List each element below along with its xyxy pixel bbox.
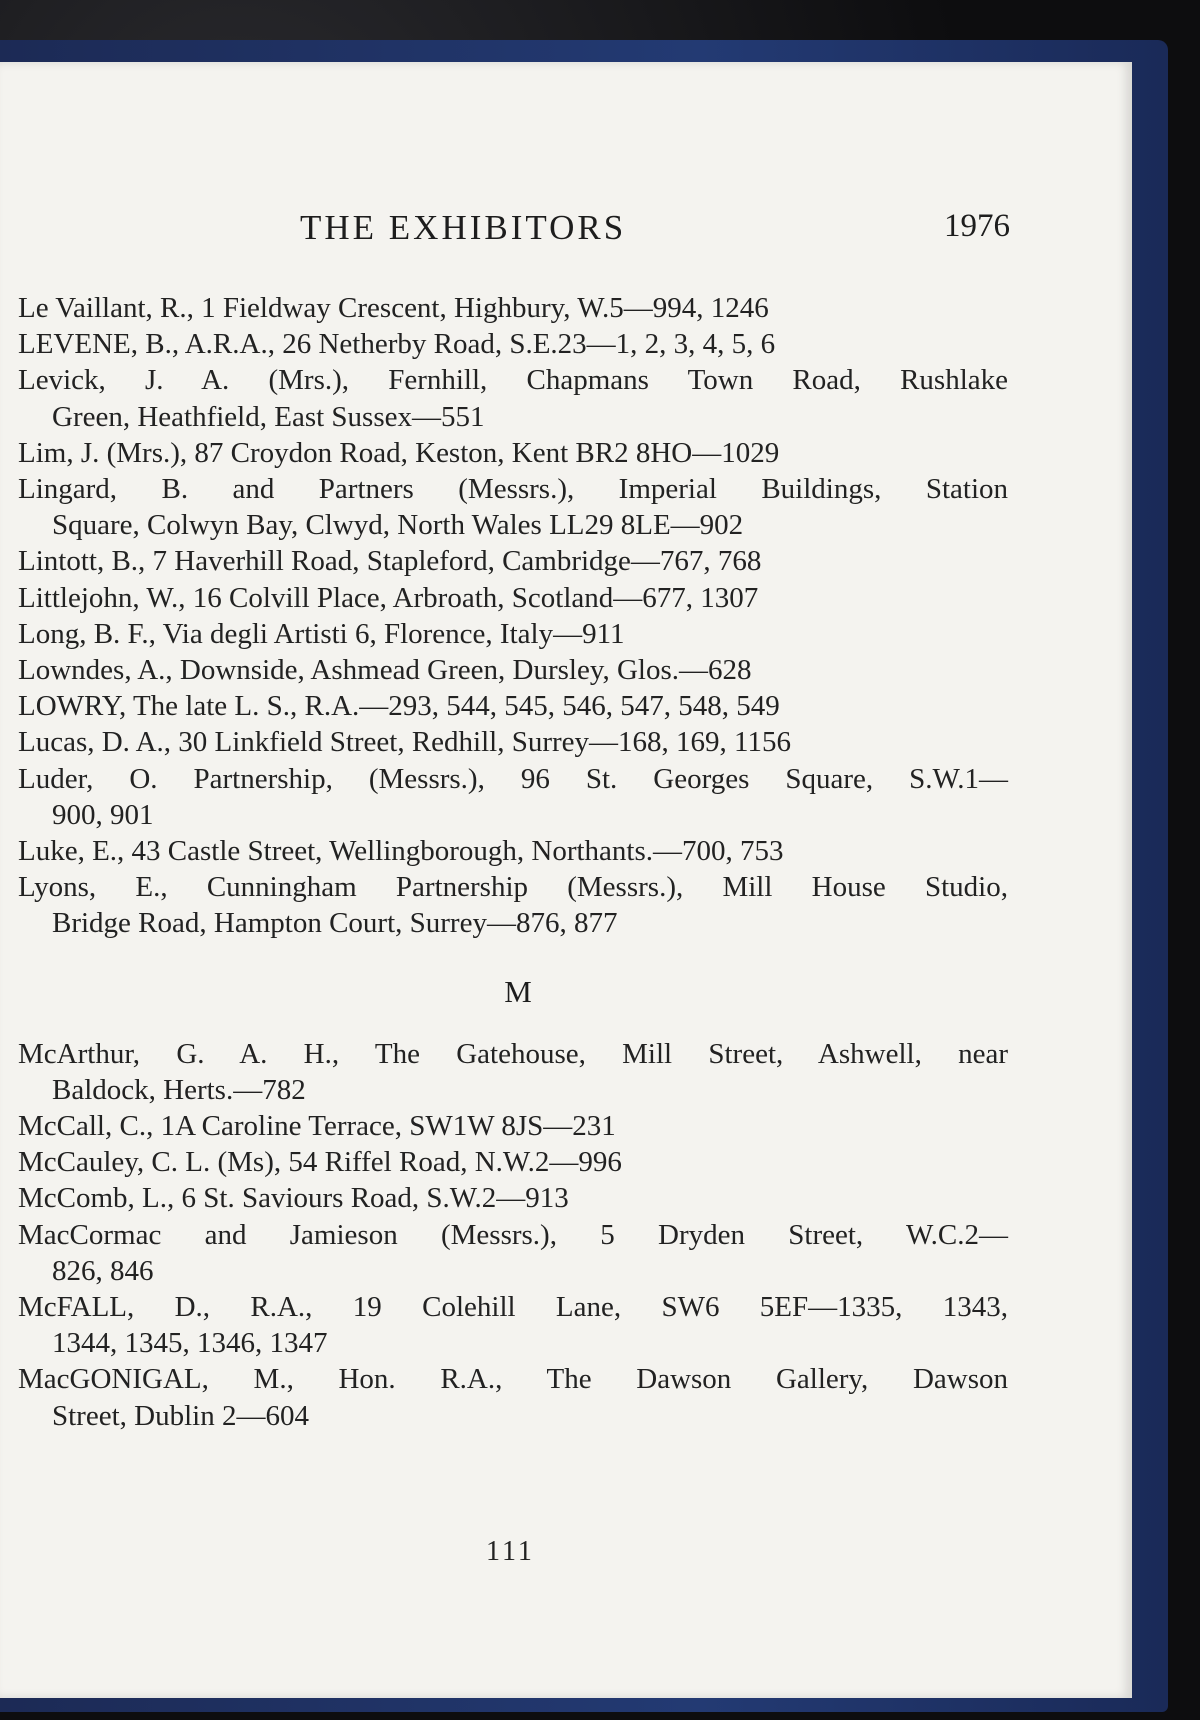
entry-continuation-line: 1344, 1345, 1346, 1347 — [52, 1327, 328, 1360]
entry-continuation-line: Street, Dublin 2—604 — [52, 1399, 309, 1432]
entry-continuation-line: 826, 846 — [52, 1254, 154, 1287]
exhibitor-entry — [18, 616, 1008, 652]
exhibitor-entry — [18, 1144, 1008, 1180]
entry-line: LEVENE, B., A.R.A., 26 Netherby Road, S.E.23—1, 2, 3, 4, 5, 6 — [18, 328, 776, 361]
entry-line: McCauley, C. L. (Ms), 54 Riffel Road, N.W.2—996 — [18, 1146, 622, 1179]
exhibitor-entry — [18, 688, 1008, 724]
entry-line: Lim, J. (Mrs.), 87 Croydon Road, Keston, Kent BR2 8HO—1029 — [18, 436, 780, 469]
running-header — [300, 208, 1010, 258]
entry-line: Levick, J. A. (Mrs.), Fernhill, Chapmans Town Road, Rushlake — [18, 364, 1008, 397]
entry-line: McCall, C., 1A Caroline Terrace, SW1W 8JS—231 — [18, 1110, 616, 1143]
exhibitor-entry — [18, 543, 1008, 579]
exhibitor-entry — [18, 1180, 1008, 1216]
exhibitor-list-m — [18, 1036, 1008, 1434]
entry-line: Luke, E., 43 Castle Street, Wellingborough, Northants.—700, 753 — [18, 835, 784, 868]
exhibitor-entry — [18, 435, 1008, 471]
exhibitor-entry — [18, 724, 1008, 760]
exhibitor-entry — [18, 1289, 1008, 1361]
exhibitor-entry — [18, 362, 1008, 434]
exhibitor-entry — [18, 652, 1008, 688]
page-number: 111 — [486, 1536, 535, 1567]
entry-line: Lucas, D. A., 30 Linkfield Street, Redhill, Surrey—168, 169, 1156 — [18, 726, 791, 759]
entry-continuation-line: Green, Heathfield, East Sussex—551 — [52, 400, 485, 433]
exhibitor-entry — [18, 1108, 1008, 1144]
exhibitor-list-l — [18, 290, 1008, 942]
entry-line: MacCormac and Jamieson (Messrs.), 5 Dryden Street, W.C.2— — [18, 1218, 1008, 1251]
entry-line: MacGONIGAL, M., Hon. R.A., The Dawson Gallery, Dawson — [18, 1363, 1008, 1396]
entry-line: Littlejohn, W., 16 Colvill Place, Arbroath, Scotland—677, 1307 — [18, 581, 759, 614]
entry-continuation-line: Baldock, Herts.—782 — [52, 1073, 306, 1106]
exhibitor-entry — [18, 833, 1008, 869]
exhibitor-list — [18, 290, 1008, 1434]
exhibitor-entry — [18, 1217, 1008, 1289]
exhibitor-entry — [18, 471, 1008, 543]
entry-line: McComb, L., 6 St. Saviours Road, S.W.2—913 — [18, 1182, 569, 1215]
entry-line: McArthur, G. A. H., The Gatehouse, Mill Street, Ashwell, near — [18, 1037, 1008, 1070]
entry-line: Lintott, B., 7 Haverhill Road, Stapleford, Cambridge—767, 768 — [18, 545, 762, 578]
page-year: 1976 — [944, 208, 1010, 244]
exhibitor-entry — [18, 290, 1008, 326]
page-title: THE EXHIBITORS — [300, 208, 627, 247]
entry-line: LOWRY, The late L. S., R.A.—293, 544, 545, 546, 547, 548, 549 — [18, 690, 780, 723]
entry-line: Lowndes, A., Downside, Ashmead Green, Dursley, Glos.—628 — [18, 654, 752, 687]
entry-line: Long, B. F., Via degli Artisti 6, Florence, Italy—911 — [18, 617, 625, 650]
entry-continuation-line: 900, 901 — [52, 798, 154, 831]
exhibitor-entry — [18, 1361, 1008, 1433]
exhibitor-entry — [18, 1036, 1008, 1108]
book-page — [0, 62, 1132, 1698]
entry-line: Lyons, E., Cunningham Partnership (Messrs.), Mill House Studio, — [18, 871, 1008, 904]
entry-line: Le Vaillant, R., 1 Fieldway Crescent, Highbury, W.5—994, 1246 — [18, 292, 769, 324]
entry-line: Luder, O. Partnership, (Messrs.), 96 St. Georges Square, S.W.1— — [18, 762, 1008, 795]
exhibitor-entry — [18, 580, 1008, 616]
section-letter: M — [504, 973, 532, 1009]
entry-continuation-line: Bridge Road, Hampton Court, Surrey—876, 877 — [52, 907, 618, 940]
exhibitor-entry — [18, 761, 1008, 833]
exhibitor-entry — [18, 326, 1008, 362]
entry-line: Lingard, B. and Partners (Messrs.), Imperial Buildings, Station — [18, 473, 1008, 506]
entry-line: McFALL, D., R.A., 19 Colehill Lane, SW6 5EF—1335, 1343, — [18, 1291, 1008, 1324]
entry-continuation-line: Square, Colwyn Bay, Clwyd, North Wales LL29 8LE—902 — [52, 509, 744, 542]
exhibitor-entry — [18, 869, 1008, 941]
